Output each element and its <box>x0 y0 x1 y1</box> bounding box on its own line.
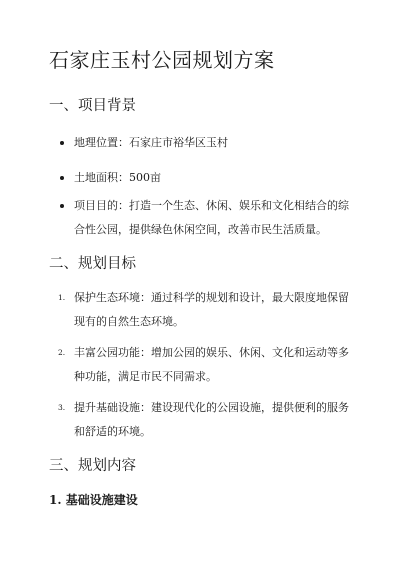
sub-heading-infrastructure: 1. 基础设施建设 <box>49 493 138 507</box>
section-heading-background: 一、项目背景 <box>49 98 136 114</box>
list-item-area: 土地面积：500亩 <box>74 171 161 184</box>
list-number: 2. <box>58 348 66 357</box>
page-title: 石家庄玉村公园规划方案 <box>49 48 275 72</box>
list-item-ecology: 保护生态环境：通过科学的规划和设计，最大限度地保留现有的自然生态环境。 <box>74 291 349 328</box>
bullet-icon <box>60 176 64 180</box>
list-item-infrastructure: 提升基础设施：建设现代化的公园设施，提供便利的服务和舒适的环境。 <box>74 401 349 438</box>
section-heading-goals: 二、规划目标 <box>49 256 136 272</box>
list-item-purpose: 项目目的：打造一个生态、休闲、娱乐和文化相结合的综合性公园，提供绿色休闲空间，改善市民生活质量。 <box>74 199 349 236</box>
list-item-location: 地理位置：石家庄市裕华区玉村 <box>74 136 228 149</box>
list-number: 1. <box>58 293 66 302</box>
bullet-icon <box>60 204 64 208</box>
list-number: 3. <box>58 403 66 412</box>
bullet-icon <box>60 141 64 145</box>
section-heading-content: 三、规划内容 <box>49 458 136 474</box>
list-item-functions: 丰富公园功能：增加公园的娱乐、休闲、文化和运动等多种功能，满足市民不同需求。 <box>74 346 349 383</box>
